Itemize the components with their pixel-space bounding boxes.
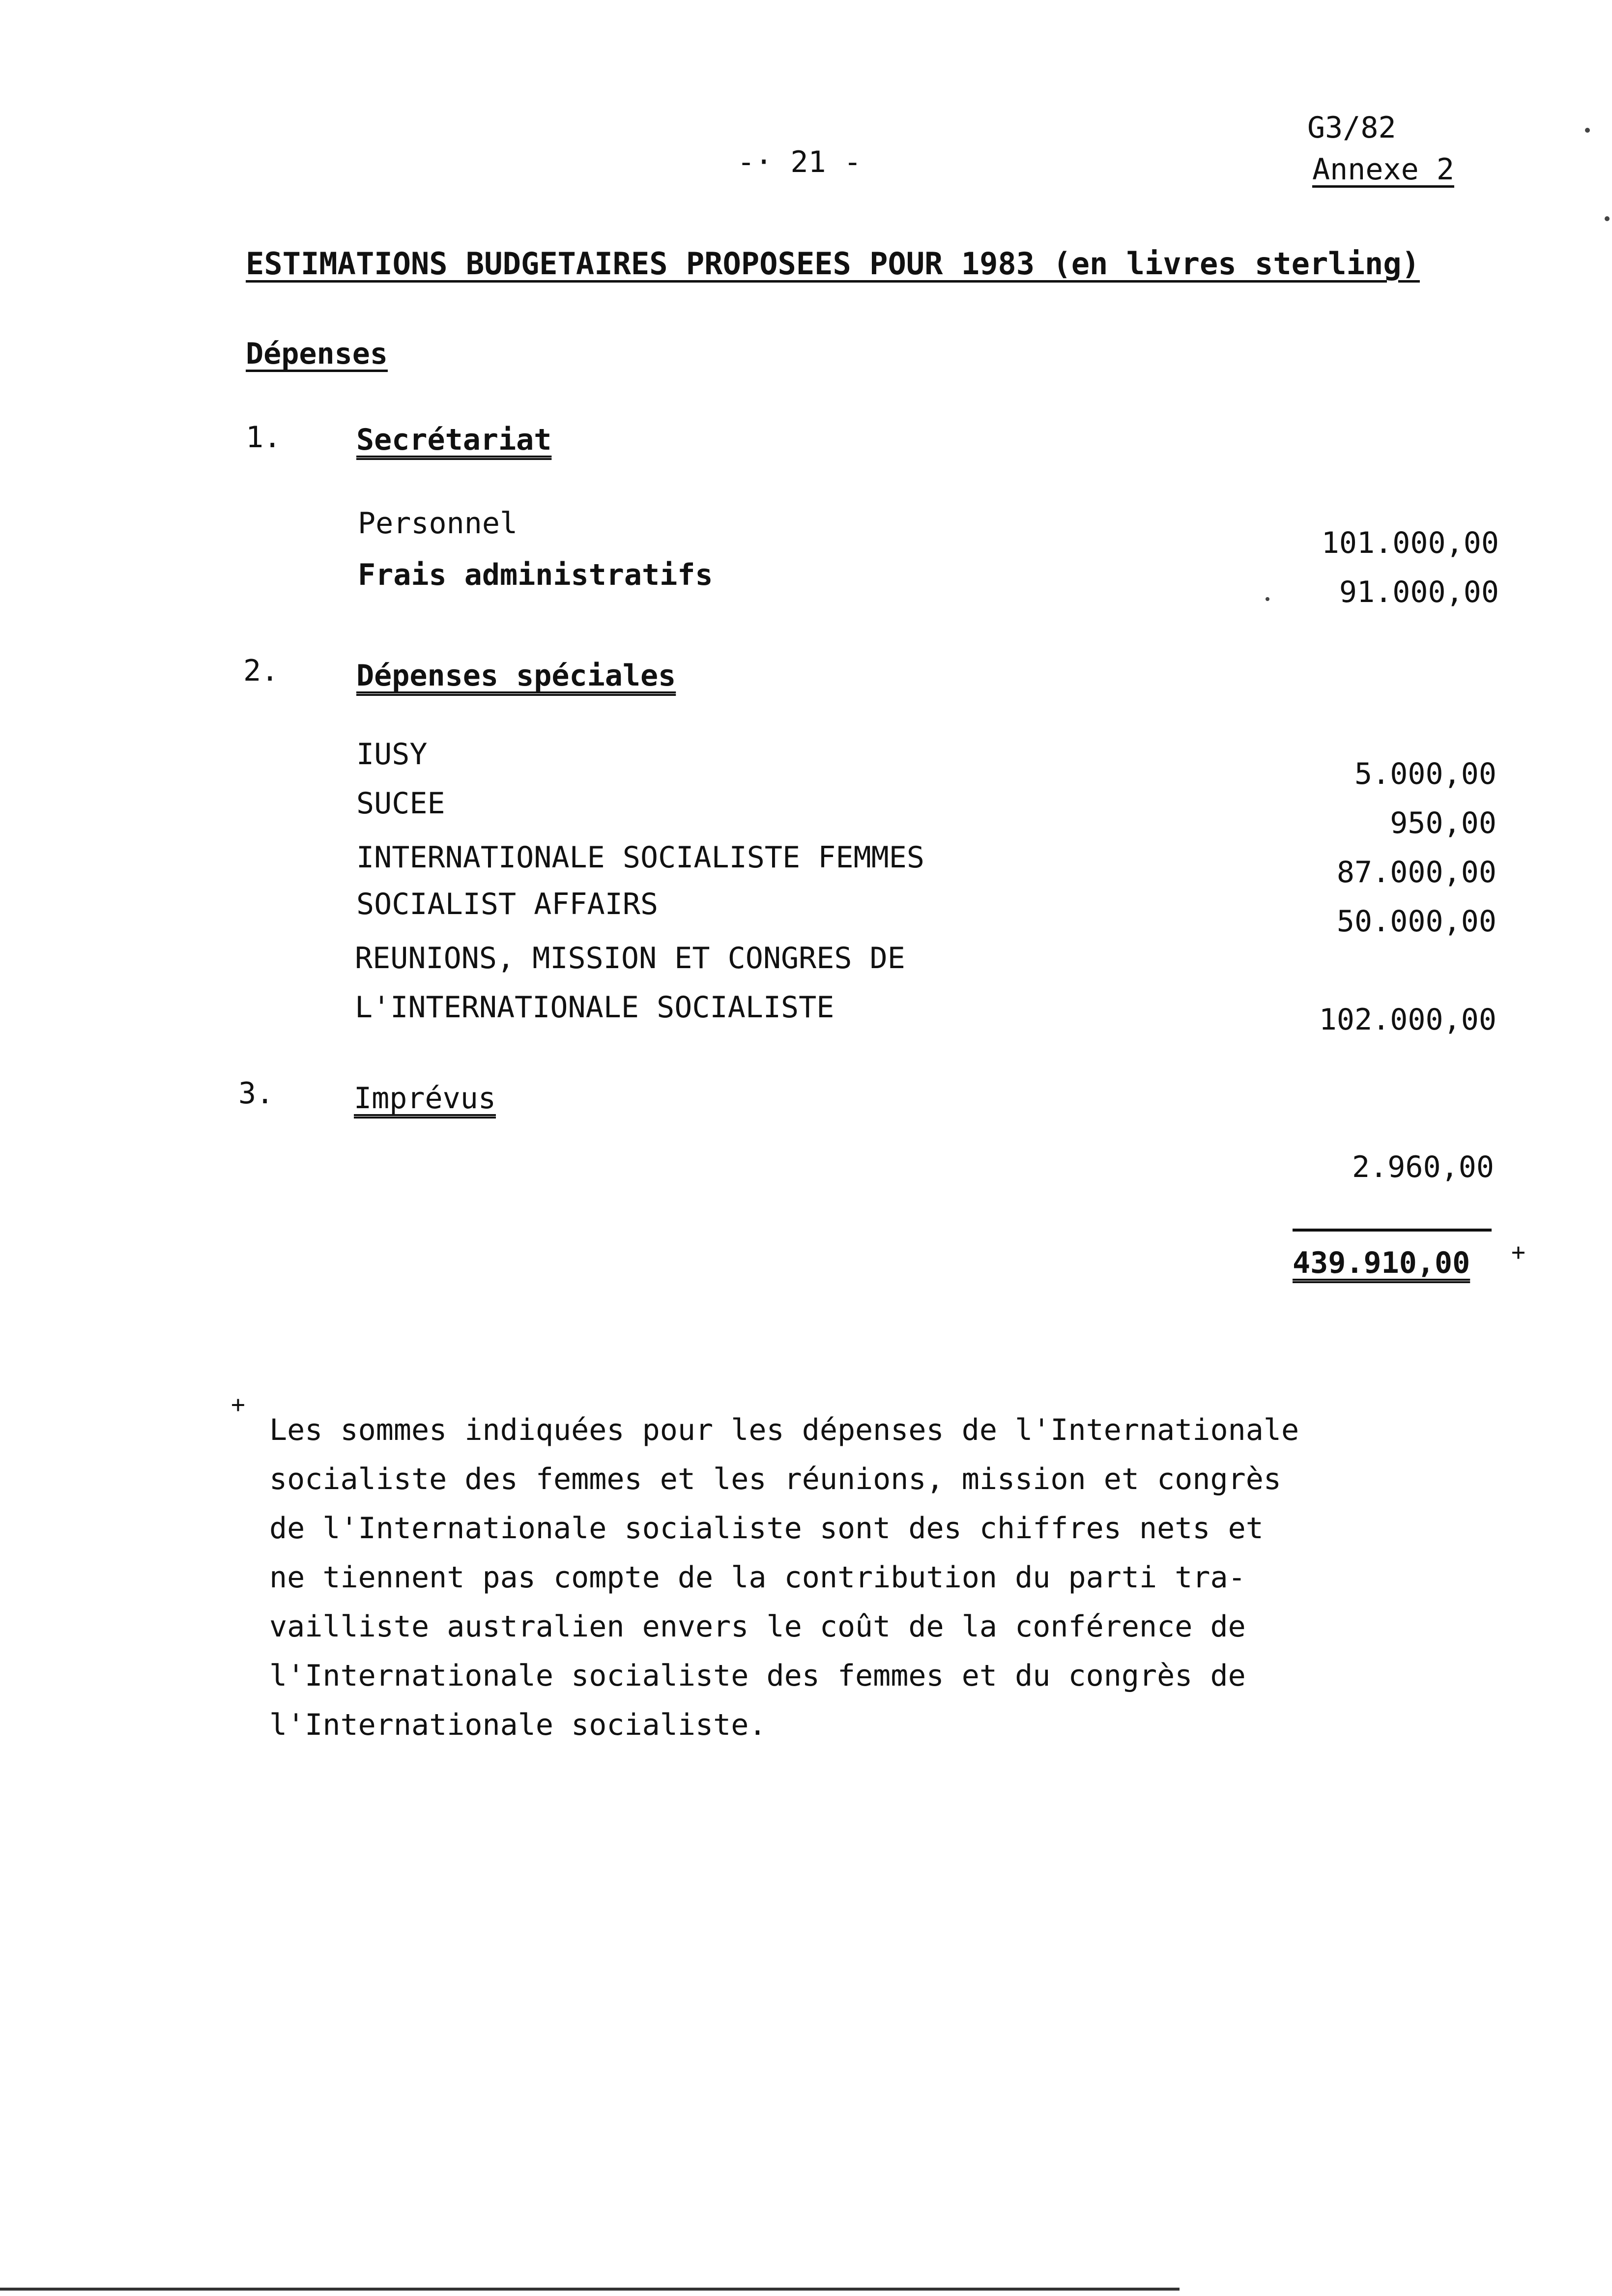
budget-item-label: IUSY [356, 737, 428, 772]
scan-speck [1585, 128, 1590, 133]
footnote-line: vailliste australien envers le coût de la conférence de [269, 1609, 1246, 1644]
document-reference: G3/82 [1307, 111, 1396, 145]
budget-item-amount: 50.000,00 [1336, 904, 1497, 939]
budget-item-amount: 101.000,00 [1321, 526, 1499, 560]
footnote-line: de l'Internationale socialiste sont des chiffres nets et [269, 1511, 1264, 1546]
budget-item-amount: 950,00 [1390, 806, 1497, 840]
group-heading-depenses-speciales: Dépenses spéciales [356, 659, 676, 693]
budget-item-amount: 91.000,00 [1339, 575, 1499, 609]
scan-speck [1266, 597, 1269, 601]
section-heading-depenses: Dépenses [246, 337, 388, 371]
budget-item-label: SUCEE [356, 786, 445, 821]
budget-item-amount: 87.000,00 [1336, 855, 1497, 890]
total-footnote-marker: + [1511, 1238, 1526, 1266]
budget-item-amount: 5.000,00 [1354, 757, 1497, 791]
footnote-line: socialiste des femmes et les réunions, mission et congrès [269, 1462, 1282, 1496]
budget-item-label: Personnel [358, 506, 518, 541]
page-number: -· 21 - [737, 145, 862, 179]
footnote-marker: + [231, 1391, 245, 1418]
footnote-line: l'Internationale socialiste des femmes et du congrès de [269, 1659, 1246, 1693]
group-number-1: 1. [246, 420, 282, 455]
total-amount: 439.910,00 [1293, 1246, 1470, 1280]
budget-item-amount: 2.960,00 [1352, 1150, 1494, 1184]
budget-item-label: INTERNATIONALE SOCIALISTE FEMMES [356, 840, 924, 875]
group-heading-secretariat: Secrétariat [356, 423, 552, 457]
group-number-3: 3. [238, 1076, 274, 1111]
scan-speck [1605, 216, 1610, 221]
budget-item-label-continued: L'INTERNATIONALE SOCIALISTE [355, 990, 835, 1025]
scan-edge-line [0, 2288, 1180, 2291]
annex-label: Annexe 2 [1312, 152, 1454, 187]
footnote-line: ne tiennent pas compte de la contribution du parti tra- [269, 1560, 1246, 1595]
budget-item-label: REUNIONS, MISSION ET CONGRES DE [355, 941, 905, 976]
page-title: ESTIMATIONS BUDGETAIRES PROPOSEES POUR 1983 (en livres sterling) [246, 246, 1420, 282]
group-number-2: 2. [243, 654, 279, 688]
budget-item-label: Frais administratifs [358, 558, 713, 592]
footnote-line: Les sommes indiquées pour les dépenses de l'Internationale [269, 1413, 1299, 1447]
footnote [269, 1406, 1299, 1750]
budget-item-amount: 102.000,00 [1319, 1003, 1497, 1037]
budget-item-label: SOCIALIST AFFAIRS [356, 887, 659, 921]
group-heading-imprevus: Imprévus [354, 1081, 496, 1116]
total-rule [1293, 1229, 1492, 1232]
footnote-line: l'Internationale socialiste. [269, 1708, 767, 1742]
